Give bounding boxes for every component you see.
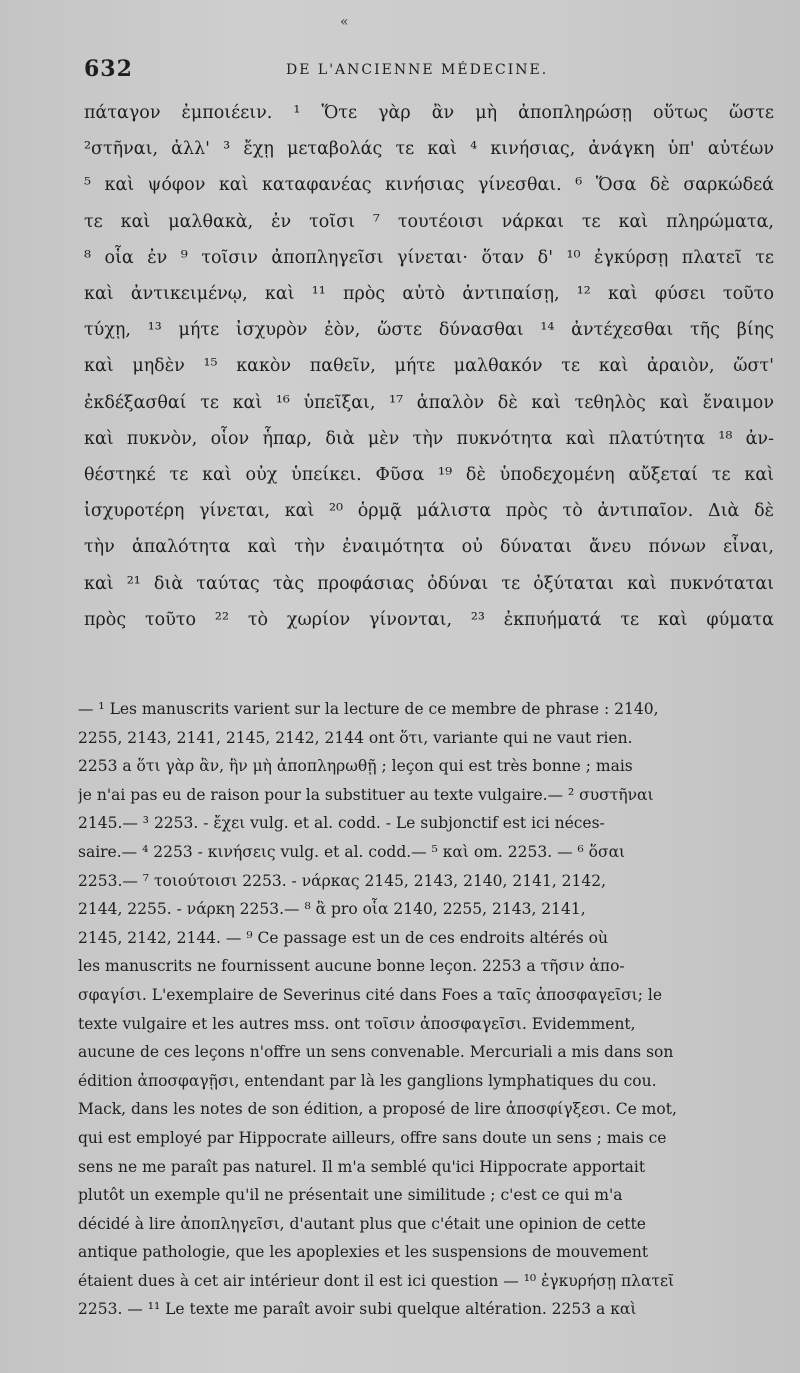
footnote-line: 2253 a ὅτι γὰρ ἂν, ἣν μὴ ἀποπληρωθῇ ; leçon qui est très bonne ; mais [78,757,633,776]
footnote-line: 2253.— ⁷ τοιούτοισι 2253. - νάρκας 2145, 2143, 2140, 2141, 2142, [78,871,607,890]
text-line: θέστηκέ τε καὶ οὐχ ὑπείκει. Φῦσα ¹⁹ δὲ ὑποδεχομένη αὔξεταί τε καὶ [84,465,774,486]
greek-main-text [84,95,774,638]
footnote-line: antique pathologie, que les apoplexies et les suspensions de mouvement [78,1243,649,1262]
footnote-line: les manuscrits ne fournissent aucune bonne leçon. 2253 a τῆσιν ἀπο- [78,957,625,976]
footnote-line: 2145.— ³ 2253. - ἔχει vulg. et al. codd. - Le subjonctif est ici néces- [78,814,605,833]
footnote-line: σφαγίσι. L'exemplaire de Severinus cité dans Foes a ταῖς ἀποσφαγεῖσι; le [78,985,663,1004]
text-line: τὴν ἁπαλότητα καὶ τὴν ἐναιμότητα οὐ δύναται ἄνευ πόνων εἶναι, [84,537,774,558]
footnote-line: plutôt un exemple qu'il ne présentait une similitude ; c'est ce qui m'a [78,1186,623,1205]
running-title: DE L'ANCIENNE MÉDECINE. [286,62,549,78]
text-line: καὶ ἀντικειμένῳ, καὶ ¹¹ πρὸς αὐτὸ ἀντιπαίσῃ, ¹² καὶ φύσει τοῦτο [84,284,774,305]
text-line: ἰσχυροτέρη γίνεται, καὶ ²⁰ ὁρμᾷ μάλιστα πρὸς τὸ ἀντιπαῖον. Διὰ δὲ [84,501,774,522]
text-line: ⁵ καὶ ψόφον καὶ καταφανέας κινήσιας γίνεσθαι. ⁶ Ὅσα δὲ σαρκώδεά [84,175,774,196]
footnote-line: 2255, 2143, 2141, 2145, 2142, 2144 ont ὅτι, variante qui ne vaut rien. [78,728,633,747]
top-mark: « [340,14,349,30]
footnote-line: sens ne me paraît pas naturel. Il m'a semblé qu'ici Hippocrate apportait [78,1157,646,1176]
footnote-line: je n'ai pas eu de raison pour la substituer au texte vulgaire.— ² συστῆναι [78,785,654,804]
text-line: καὶ μηδὲν ¹⁵ κακὸν παθεῖν, μήτε μαλθακόν τε καὶ ἀραιὸν, ὥστ' [84,356,774,377]
text-line: ἐκδέξασθαί τε καὶ ¹⁶ ὑπεῖξαι, ¹⁷ ἁπαλὸν δὲ καὶ τεθηλὸς καὶ ἔναιμον [84,392,774,413]
footnote-line: 2144, 2255. - νάρκη 2253.— ⁸ ἃ pro οἷα 2140, 2255, 2143, 2141, [78,900,586,919]
text-line: καὶ πυκνὸν, οἷον ἧπαρ, διὰ μὲν τὴν πυκνότητα καὶ πλατύτητα ¹⁸ ἀν- [84,428,774,449]
text-line: τύχῃ, ¹³ μήτε ἰσχυρὸν ἐὸν, ὥστε δύνασθαι ¹⁴ ἀντέχεσθαι τῆς βίης [84,320,774,341]
footnotes [78,695,774,1324]
footnote-line: Mack, dans les notes de son édition, a proposé de lire ἀποσφίγξεσι. Ce mot, [78,1100,677,1119]
footnote-line: 2145, 2142, 2144. — ⁹ Ce passage est un de ces endroits altérés où [78,928,608,947]
text-line: ⁸ οἷα ἐν ⁹ τοῖσιν ἀποπληγεῖσι γίνεται· ὅταν δ' ¹⁰ ἐγκύρσῃ πλατεῖ τε [84,247,774,268]
page-header [84,56,774,86]
text-line: καὶ ²¹ διὰ ταύτας τὰς προφάσιας ὀδύναι τε ὀξύταται καὶ πυκνόταται [84,573,774,594]
footnote-line: aucune de ces leçons n'offre un sens convenable. Mercuriali a mis dans son [78,1043,674,1062]
text-line: τε καὶ μαλθακὰ, ἐν τοῖσι ⁷ τουτέοισι νάρκαι τε καὶ πληρώματα, [84,211,774,232]
footnote-line: 2253. — ¹¹ Le texte me paraît avoir subi quelque altération. 2253 a καὶ [78,1300,637,1319]
text-line: πάταγον ἐμποιέειν. ¹ Ὅτε γὰρ ἂν μὴ ἀποπληρώσῃ οὕτως ὥστε [84,103,774,123]
page-number: 632 [84,56,133,82]
footnote-line: étaient dues à cet air intérieur dont il est ici question — ¹⁰ ἐγκυρήσῃ πλατεῖ [78,1271,675,1290]
footnote-line: texte vulgaire et les autres mss. ont τοῖσιν ἀποσφαγεῖσι. Evidemment, [78,1014,636,1033]
text-line: πρὸς τοῦτο ²² τὸ χωρίον γίνονται, ²³ ἐκπυήματά τε καὶ φύματα [84,609,774,630]
footnote-line: décidé à lire ἀποπληγεῖσι, d'autant plus que c'était une opinion de cette [78,1214,646,1233]
text-line: ²στῆναι, ἀλλ' ³ ἔχῃ μεταβολάς τε καὶ ⁴ κινήσιας, ἀνάγκη ὑπ' αὐτέων [84,139,774,160]
footnote-line: saire.— ⁴ 2253 - κινήσεις vulg. et al. codd.— ⁵ καὶ om. 2253. — ⁶ ὅσαι [78,842,626,861]
footnote-line: édition ἀποσφαγῇσι, entendant par là les ganglions lymphatiques du cou. [78,1071,657,1090]
footnote-line: — ¹ Les manuscrits varient sur la lecture de ce membre de phrase : 2140, [78,700,659,718]
footnote-line: qui est employé par Hippocrate ailleurs, offre sans doute un sens ; mais ce [78,1128,667,1147]
